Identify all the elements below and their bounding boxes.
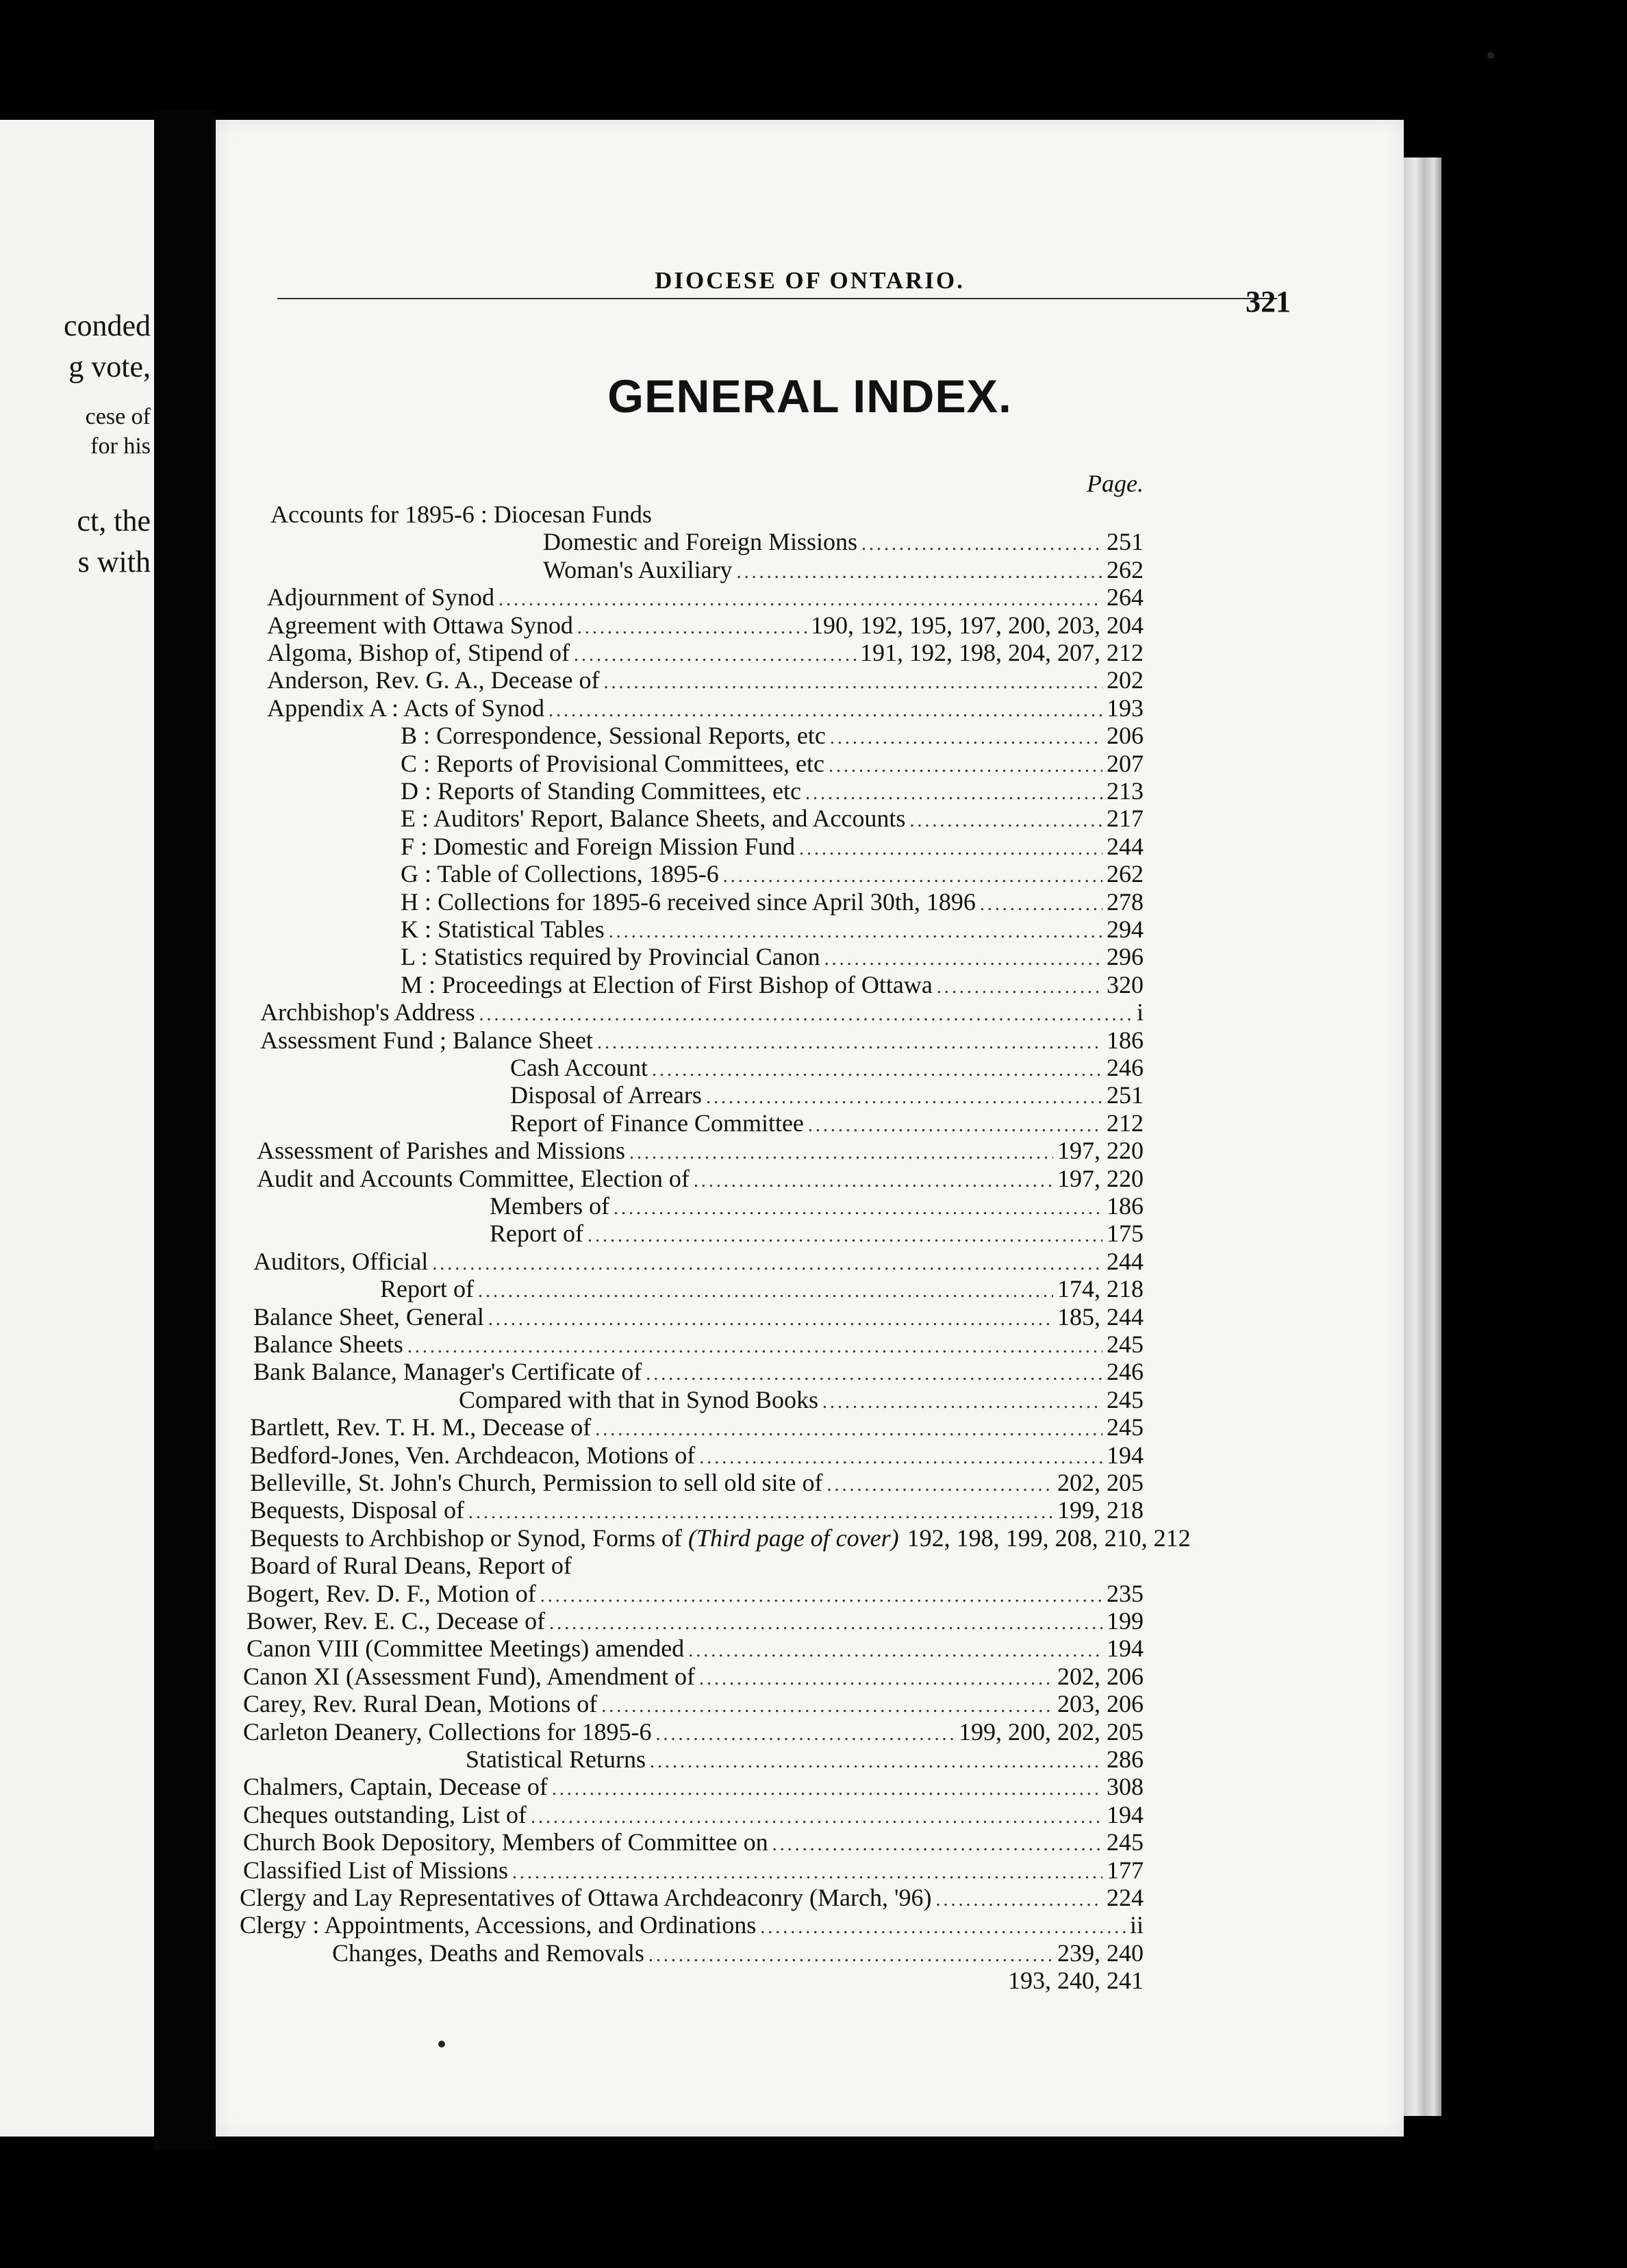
entry-pages: 246	[1107, 1358, 1144, 1386]
leader-dots	[827, 1474, 1053, 1496]
leader-dots	[830, 727, 1102, 749]
entry-pages: 206	[1107, 722, 1144, 750]
facing-page-text: cese of	[85, 404, 151, 429]
index-entry	[257, 1164, 1144, 1193]
entry-label: Assessment of Parishes and Missions	[257, 1137, 625, 1165]
entry-label: Disposal of Arrears	[510, 1081, 702, 1109]
index-entry	[270, 500, 1144, 529]
entry-label: C : Reports of Provisional Committees, etc	[401, 749, 824, 777]
entry-label: Bank Balance, Manager's Certificate of	[253, 1358, 642, 1386]
entry-label: Canon VIII (Committee Meetings) amended	[247, 1635, 685, 1663]
facing-page-edge	[0, 120, 156, 2137]
entry-label: Balance Sheets	[253, 1331, 403, 1358]
index-entry	[459, 1385, 1144, 1414]
entry-pages: 264	[1107, 583, 1144, 612]
entry-label: Bequests to Archbishop or Synod, Forms of (Third page of cover)	[250, 1524, 899, 1552]
entry-pages: 199	[1107, 1607, 1144, 1635]
index-page	[216, 120, 1404, 2137]
entry-label: Adjournment of Synod	[267, 583, 494, 612]
leader-dots	[614, 1198, 1102, 1220]
entry-pages: 185, 244	[1057, 1302, 1144, 1331]
entry-label: Changes, Deaths and Removals	[332, 1939, 644, 1967]
entry-pages: 235	[1107, 1579, 1144, 1607]
index-entry	[243, 1800, 1144, 1829]
leader-dots	[540, 1585, 1102, 1607]
entry-label: Carleton Deanery, Collections for 1895-6	[243, 1717, 652, 1746]
entry-pages: 202, 205	[1057, 1469, 1144, 1496]
entry-pages: 245	[1107, 1331, 1144, 1358]
leader-dots	[772, 1834, 1102, 1856]
facing-page-text: for his	[90, 433, 151, 459]
entry-pages: 262	[1107, 555, 1144, 583]
entry-pages: ii	[1129, 1911, 1144, 1939]
leader-dots	[935, 1889, 1102, 1911]
index-entry	[243, 1828, 1144, 1856]
leader-dots	[861, 533, 1102, 555]
entry-pages: 239, 240	[1057, 1939, 1144, 1967]
entry-label: Bogert, Rev. D. F., Motion of	[247, 1579, 536, 1607]
entry-label: Agreement with Ottawa Synod	[267, 611, 573, 639]
entry-label: Board of Rural Deans, Report of	[250, 1552, 572, 1580]
entry-label: Compared with that in Synod Books	[459, 1385, 818, 1413]
leader-dots	[597, 1032, 1102, 1054]
index-entry	[401, 749, 1144, 778]
entry-pages: 245	[1107, 1413, 1144, 1441]
entry-pages: 278	[1107, 887, 1144, 916]
entry-label: E : Auditors' Report, Balance Sheets, and Accounts	[401, 805, 906, 833]
facing-page-text: g vote,	[68, 350, 151, 383]
entry-label: Cash Account	[510, 1054, 648, 1081]
entry-pages: i	[1136, 998, 1144, 1026]
entry-label: Assessment Fund ; Balance Sheet	[260, 1026, 593, 1054]
leader-dots	[549, 1613, 1102, 1635]
leader-dots	[706, 1087, 1102, 1109]
entry-label: Canon XI (Assessment Fund), Amendment of	[243, 1662, 695, 1690]
entry-pages: 194	[1107, 1635, 1144, 1663]
page-column-label: Page.	[1087, 470, 1144, 497]
entry-pages: 197, 220	[1057, 1137, 1144, 1165]
entry-label: B : Correspondence, Sessional Reports, etc	[401, 722, 826, 750]
entry-label: Appendix A : Acts of Synod	[267, 694, 545, 722]
entry-pages: 194	[1107, 1441, 1144, 1469]
leader-dots	[577, 617, 807, 639]
page-title: GENERAL INDEX.	[607, 370, 1012, 423]
facing-page-text: conded	[63, 309, 151, 342]
index-entry	[510, 1053, 1144, 1082]
leader-dots	[808, 1115, 1102, 1137]
leader-dots	[937, 977, 1102, 998]
entry-pages: 246	[1107, 1054, 1144, 1081]
index-entry	[243, 1662, 1144, 1691]
leader-dots	[512, 1862, 1102, 1884]
leader-dots	[760, 1917, 1126, 1939]
index-entry	[250, 1441, 1144, 1470]
entry-label: Woman's Auxiliary	[543, 555, 733, 583]
index-entry	[543, 527, 1144, 556]
leader-dots	[499, 589, 1102, 611]
index-entry	[490, 1192, 1144, 1220]
leader-dots	[432, 1253, 1102, 1275]
leader-dots	[479, 1004, 1133, 1026]
entry-pages: 199, 200, 202, 205	[959, 1717, 1144, 1746]
entry-label: Members of	[490, 1192, 609, 1220]
leader-dots	[488, 1309, 1053, 1331]
leader-dots	[824, 948, 1102, 970]
page-stack-edge	[1404, 158, 1441, 2116]
entry-label: Archbishop's Address	[260, 998, 475, 1026]
leader-dots	[723, 866, 1102, 887]
entry-pages: 177	[1107, 1856, 1144, 1884]
entry-pages: 320	[1107, 970, 1144, 998]
entry-label: Church Book Depository, Members of Committee on	[243, 1828, 768, 1856]
index-entry	[466, 1745, 1144, 1774]
index-entry	[401, 887, 1144, 916]
index-entry	[257, 1136, 1144, 1165]
entry-pages: 186	[1107, 1026, 1144, 1054]
entry-pages: 194	[1107, 1800, 1144, 1828]
entry-label: K : Statistical Tables	[401, 916, 605, 943]
index-entry	[267, 694, 1144, 722]
entry-pages: 191, 192, 198, 204, 207, 212	[860, 639, 1144, 666]
entry-label: D : Reports of Standing Committees, etc	[401, 777, 801, 805]
leader-dots	[799, 838, 1102, 860]
index-entry	[243, 1772, 1144, 1801]
book-gutter	[154, 110, 216, 2150]
leader-dots	[588, 1225, 1102, 1247]
leader-dots	[829, 755, 1102, 777]
index-entry	[267, 666, 1144, 694]
index-entry	[401, 859, 1144, 888]
running-head: DIOCESE OF ONTARIO.	[655, 267, 965, 294]
index-entry	[250, 1468, 1144, 1497]
index-entry	[543, 555, 1144, 584]
entry-pages: 217	[1107, 805, 1144, 833]
leader-dots	[699, 1668, 1053, 1690]
entry-pages: 245	[1107, 1385, 1144, 1413]
entry-pages: 213	[1107, 777, 1144, 805]
entry-label: Bartlett, Rev. T. H. M., Decease of	[250, 1413, 592, 1441]
index-entry	[240, 1911, 1144, 1939]
index-entry	[243, 1717, 1144, 1746]
entry-pages: 251	[1107, 1081, 1144, 1109]
entry-pages: 245	[1107, 1828, 1144, 1856]
index-entry	[253, 1330, 1144, 1359]
entry-label: Domestic and Foreign Missions	[543, 528, 857, 556]
entry-label: L : Statistics required by Provincial Canon	[401, 943, 820, 971]
entry-pages: 202	[1107, 666, 1144, 694]
leader-dots	[595, 1419, 1102, 1441]
index-entry	[332, 1966, 1144, 1995]
entry-pages: 262	[1107, 860, 1144, 888]
facing-page-text: ct, the	[77, 504, 151, 538]
leader-dots	[688, 1640, 1102, 1662]
index-entry	[240, 1883, 1144, 1912]
index-entry	[267, 611, 1144, 640]
index-entry	[401, 832, 1144, 861]
index-entry	[253, 1302, 1144, 1331]
entry-label: Clergy and Lay Representatives of Ottawa Archdeaconry (March, '96)	[240, 1884, 932, 1911]
entry-pages: 296	[1107, 943, 1144, 971]
index-entry	[250, 1496, 1144, 1524]
leader-dots	[552, 1778, 1102, 1800]
entry-label: Belleville, St. John's Church, Permission to sell old site of	[250, 1469, 823, 1496]
index-entry	[247, 1634, 1144, 1663]
entry-label: Anderson, Rev. G. A., Decease of	[267, 666, 600, 694]
entry-label: Statistical Returns	[466, 1746, 646, 1773]
index-entry	[267, 638, 1144, 667]
entry-pages: 186	[1107, 1192, 1144, 1220]
entry-pages: 192, 198, 199, 208, 210, 212	[907, 1524, 1191, 1552]
leader-dots	[822, 1391, 1102, 1413]
entry-label: Algoma, Bishop of, Stipend of	[267, 639, 570, 666]
leader-dots	[656, 1724, 955, 1746]
index-entry	[260, 1026, 1144, 1055]
leader-dots	[805, 783, 1102, 805]
speck	[1487, 52, 1494, 59]
leader-dots	[468, 1502, 1053, 1524]
entry-pages: 193, 240, 241	[1008, 1967, 1144, 1995]
entry-label: Bower, Rev. E. C., Decease of	[247, 1607, 546, 1635]
leader-dots	[699, 1447, 1102, 1469]
entry-label: M : Proceedings at Election of First Bishop of Ottawa	[401, 970, 933, 998]
leader-dots	[648, 1945, 1053, 1967]
entry-pages: 175	[1107, 1220, 1144, 1248]
entry-label: Bequests, Disposal of	[250, 1496, 464, 1524]
entry-label: Accounts for 1895-6 : Diocesan Funds	[270, 501, 652, 528]
leader-dots	[980, 894, 1102, 916]
entry-label-italic: (Third page of cover)	[682, 1524, 899, 1552]
index-entry	[510, 1109, 1144, 1137]
entry-pages: 286	[1107, 1746, 1144, 1773]
entry-label: Report of	[380, 1275, 474, 1303]
page-number: 321	[1246, 285, 1291, 318]
leader-dots	[407, 1336, 1102, 1358]
leader-dots	[601, 1696, 1053, 1717]
leader-dots	[650, 1751, 1102, 1773]
index-entry	[250, 1524, 1191, 1552]
entry-label: Cheques outstanding, List of	[243, 1800, 527, 1828]
entry-pages: 197, 220	[1057, 1164, 1144, 1192]
index-entry	[401, 915, 1144, 944]
leader-dots	[629, 1142, 1053, 1164]
leader-dots	[478, 1281, 1053, 1302]
entry-pages: 294	[1107, 916, 1144, 943]
leader-dots	[909, 810, 1102, 832]
entry-pages: 308	[1107, 1773, 1144, 1801]
index-entry	[260, 998, 1144, 1026]
entry-label: Balance Sheet, General	[253, 1302, 484, 1331]
index-entry	[253, 1247, 1144, 1276]
entry-label: Report of	[490, 1220, 583, 1248]
entry-pages: 224	[1107, 1884, 1144, 1911]
leader-dots	[646, 1363, 1102, 1385]
index-entry	[401, 942, 1144, 971]
entry-pages: 212	[1107, 1109, 1144, 1137]
index-entry	[243, 1689, 1144, 1718]
index-entry	[247, 1606, 1144, 1635]
entry-label: Report of Finance Committee	[510, 1109, 804, 1137]
entry-label: Chalmers, Captain, Decease of	[243, 1773, 548, 1801]
leader-dots	[737, 562, 1102, 583]
index-entry	[401, 970, 1144, 999]
entry-pages: 190, 192, 195, 197, 200, 203, 204	[811, 611, 1144, 639]
leader-dots	[531, 1806, 1102, 1828]
entry-label: Bedford-Jones, Ven. Archdeacon, Motions of	[250, 1441, 696, 1469]
entry-pages: 203, 206	[1057, 1690, 1144, 1718]
entry-label: Classified List of Missions	[243, 1856, 509, 1884]
index-entry	[250, 1551, 1144, 1580]
entry-label: Auditors, Official	[253, 1247, 429, 1275]
leader-dots	[609, 921, 1102, 943]
index-entry	[401, 721, 1144, 750]
index-entry	[247, 1579, 1144, 1608]
entry-pages: 244	[1107, 832, 1144, 860]
entry-pages: 174, 218	[1057, 1275, 1144, 1303]
leader-dots	[604, 672, 1102, 694]
entry-label: G : Table of Collections, 1895-6	[401, 860, 719, 888]
entry-pages: 193	[1107, 694, 1144, 722]
index-entries	[216, 120, 1404, 2137]
index-entry	[380, 1274, 1144, 1303]
index-entry	[510, 1081, 1144, 1109]
leader-dots	[574, 644, 856, 666]
index-entry	[243, 1856, 1144, 1885]
entry-label: Audit and Accounts Committee, Election of	[257, 1164, 690, 1192]
leader-dots	[652, 1059, 1102, 1081]
index-entry	[267, 583, 1144, 612]
entry-pages: 199, 218	[1057, 1496, 1144, 1524]
index-entry	[250, 1413, 1144, 1441]
facing-page-text: s with	[77, 545, 151, 579]
entry-label: H : Collections for 1895-6 received since April 30th, 1896	[401, 887, 976, 916]
entry-label: Clergy : Appointments, Accessions, and Ordinations	[240, 1911, 757, 1939]
entry-pages: 202, 206	[1057, 1662, 1144, 1690]
index-entry	[253, 1357, 1144, 1386]
leader-dots	[548, 700, 1102, 722]
entry-pages: 244	[1107, 1247, 1144, 1275]
entry-label: F : Domestic and Foreign Mission Fund	[401, 832, 796, 860]
leader-dots	[694, 1170, 1053, 1192]
entry-pages: 251	[1107, 528, 1144, 556]
speck	[438, 2041, 445, 2048]
index-entry	[490, 1219, 1144, 1248]
entry-pages: 207	[1107, 749, 1144, 777]
index-entry	[332, 1939, 1144, 1967]
entry-label: Carey, Rev. Rural Dean, Motions of	[243, 1690, 598, 1718]
index-entry	[401, 777, 1144, 805]
index-entry	[401, 804, 1144, 833]
